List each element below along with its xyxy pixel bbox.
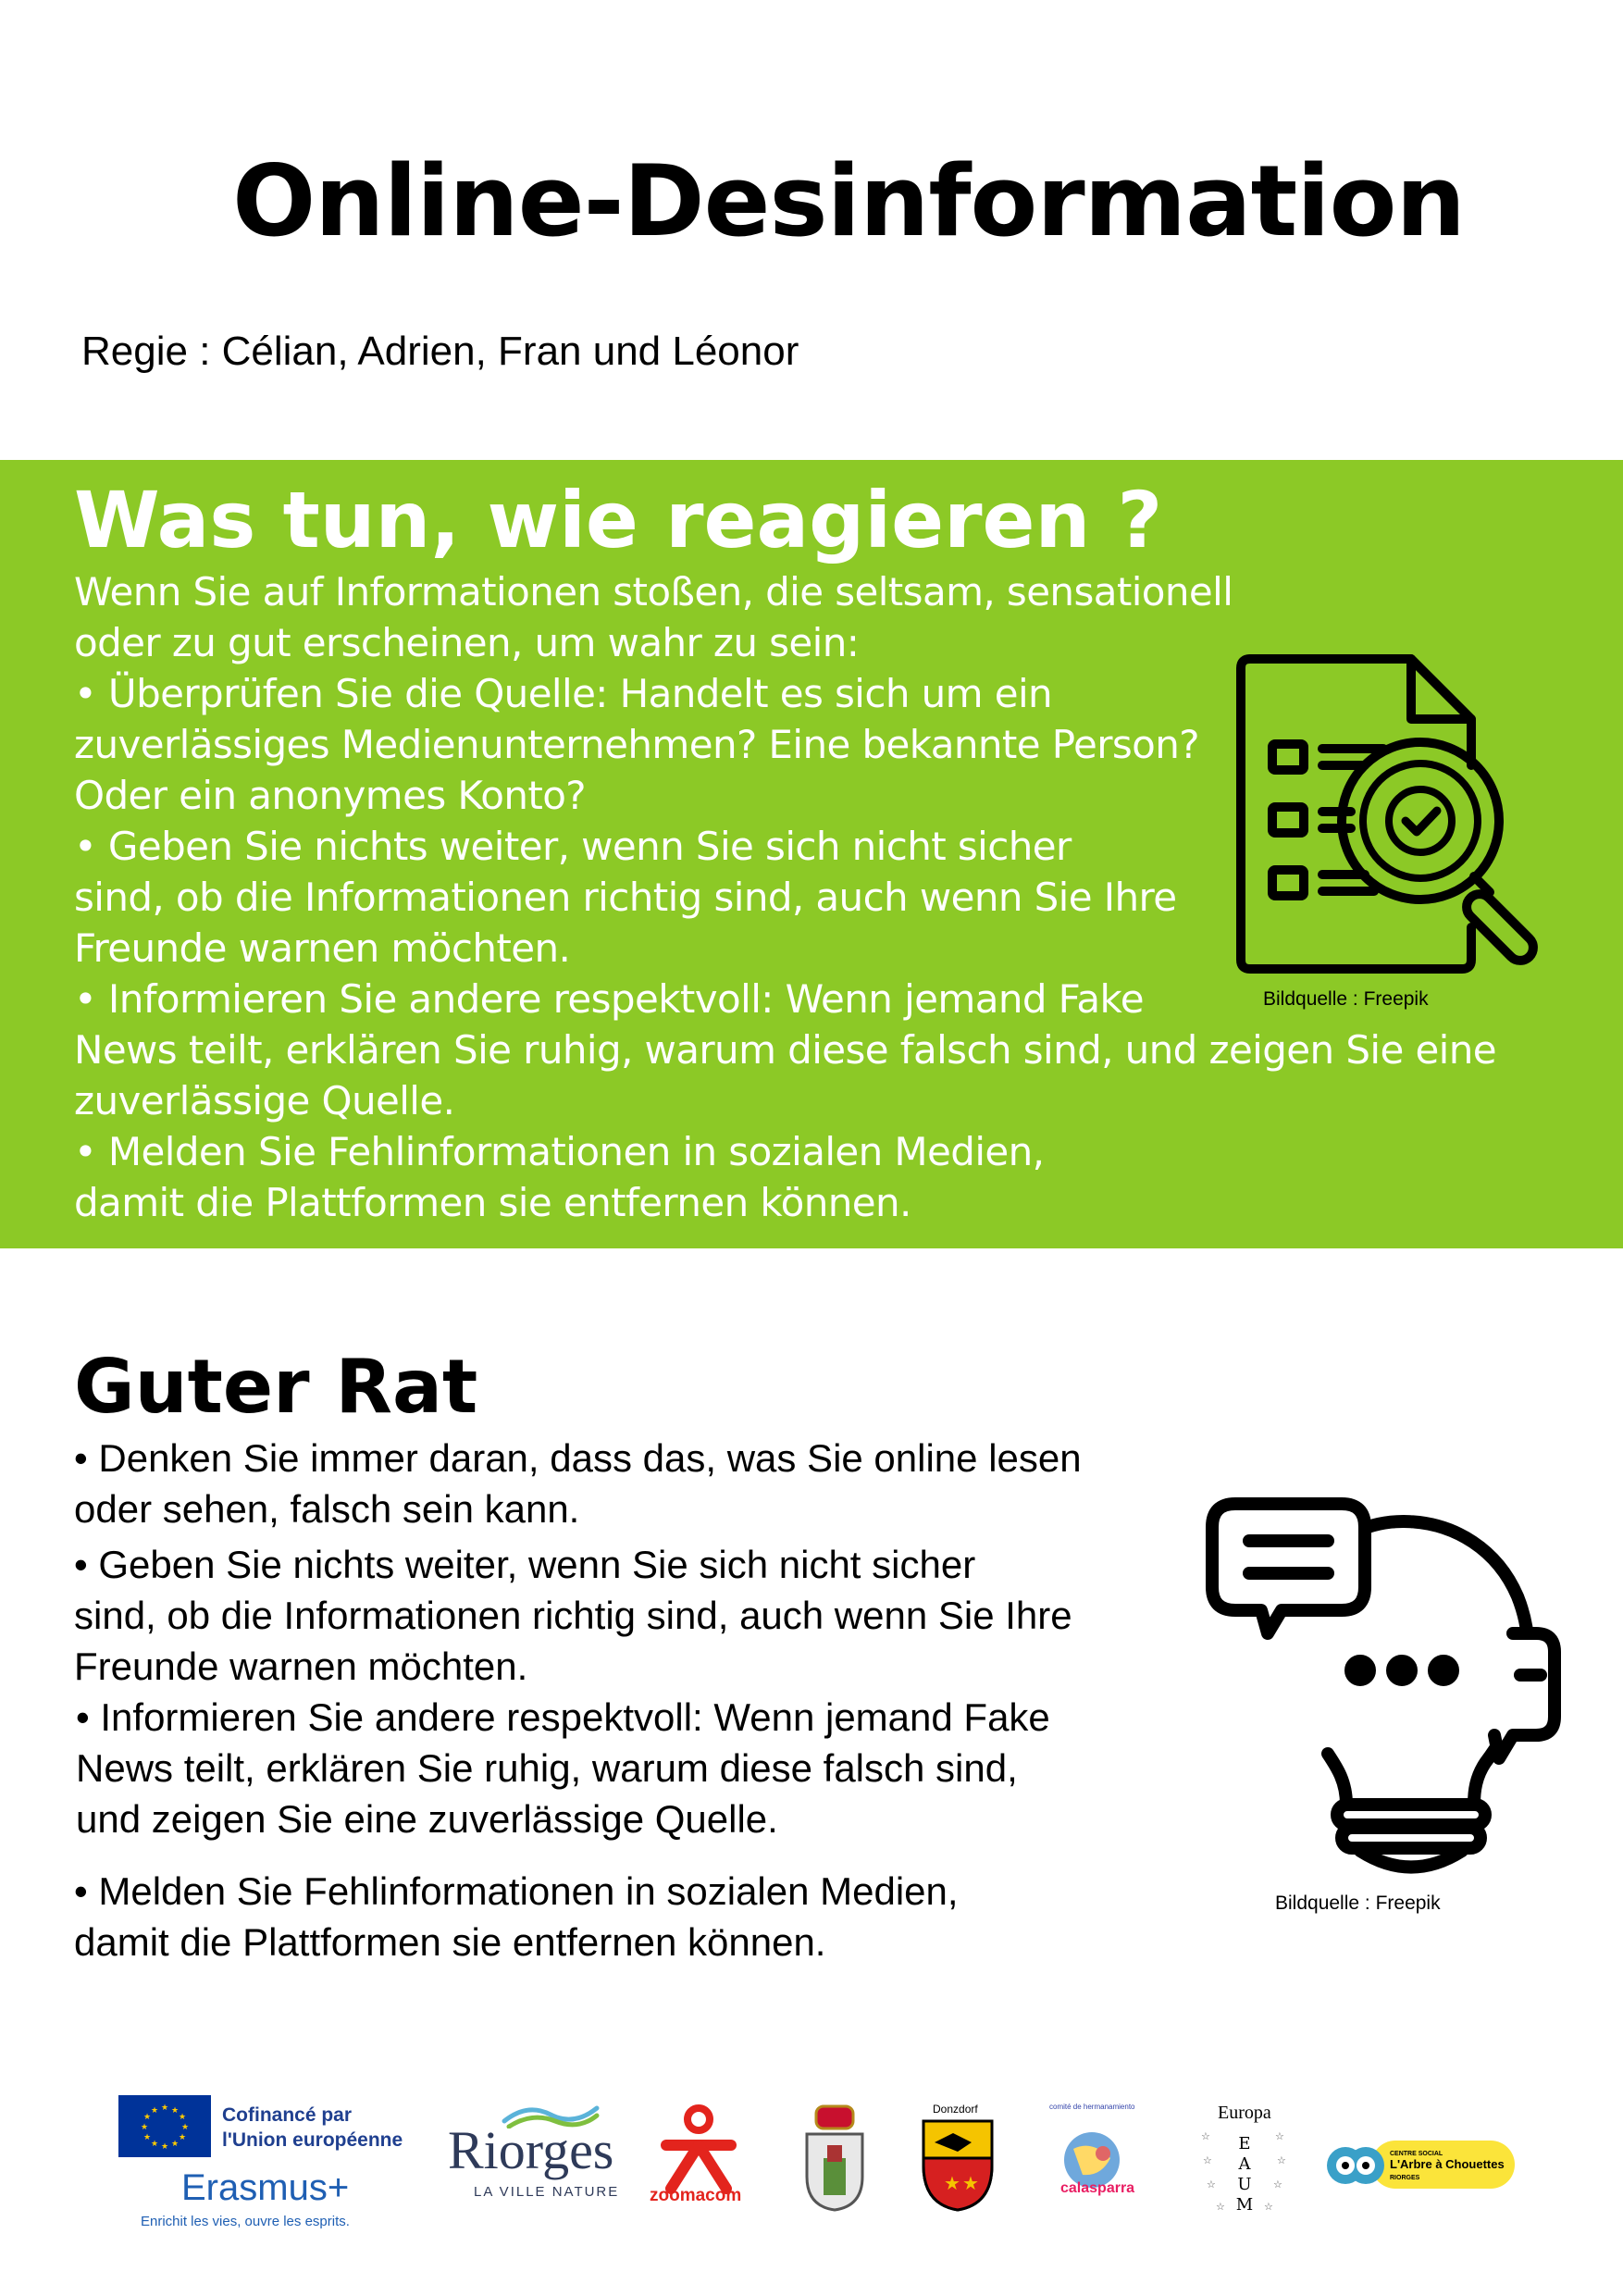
svg-text:★: ★ xyxy=(178,2113,187,2122)
advice-line: • Geben Sie nichts weiter, wenn Sie sich nicht sicher xyxy=(74,1543,976,1586)
europa-letter: M xyxy=(1235,2195,1254,2215)
advice-line: und zeigen Sie eine zuverlässige Quelle. xyxy=(76,1797,778,1841)
eu-cofunding-label xyxy=(222,2103,403,2153)
image-credit: Bildquelle : Freepik xyxy=(1263,988,1429,1010)
body-line: • Informieren Sie andere respektvoll: Wenn jemand Fake xyxy=(74,976,1144,1022)
body-line: damit die Plattformen sie entfernen können. xyxy=(74,1180,911,1225)
svg-text:☆: ☆ xyxy=(1264,2201,1273,2213)
arbre-line: L'Arbre à Chouettes xyxy=(1390,2157,1505,2171)
riorges-logo: Riorges xyxy=(448,2120,614,2180)
page-title: Online-Desinformation xyxy=(232,144,1465,258)
advice-line: • Denken Sie immer daran, dass das, was Sie online lesen xyxy=(74,1436,1082,1480)
svg-text:★: ★ xyxy=(170,2140,180,2149)
svg-text:★: ★ xyxy=(142,2113,152,2122)
body-line: zuverlässige Quelle. xyxy=(74,1078,455,1123)
image-credit: Bildquelle : Freepik xyxy=(1275,1893,1441,1914)
svg-text:★: ★ xyxy=(150,2140,159,2149)
erasmus-logo: Erasmus+ xyxy=(181,2167,350,2208)
calasparra-crest-icon xyxy=(801,2103,868,2214)
eu-line: Cofinancé par xyxy=(222,2104,353,2126)
comite-label: comité de hermanamiento xyxy=(1049,2103,1135,2111)
partner-logos xyxy=(0,2082,1623,2296)
director-credits: Regie : Célian, Adrien, Fran und Léonor xyxy=(81,329,799,374)
arbre-line: RIORGES xyxy=(1390,2175,1420,2181)
svg-text:★: ★ xyxy=(160,2104,169,2113)
advice-line: oder sehen, falsch sein kann. xyxy=(74,1487,580,1531)
checklist-magnifier-icon xyxy=(1226,650,1559,983)
europa-letter: A xyxy=(1238,2154,1251,2174)
svg-text:★: ★ xyxy=(140,2123,149,2132)
calasparra-label: calasparra xyxy=(1060,2180,1135,2196)
svg-text:☆: ☆ xyxy=(1201,2130,1210,2142)
body-line: sind, ob die Informationen richtig sind, auch wenn Sie Ihre xyxy=(74,875,1177,920)
eu-flag-icon xyxy=(118,2095,211,2157)
comite-globe-icon xyxy=(1046,2103,1147,2214)
advice-item xyxy=(74,1433,1082,1534)
advice-item xyxy=(76,1692,1050,1844)
zoomacom-logo: zoomacom xyxy=(650,2186,742,2205)
body-line: • Melden Sie Fehlinformationen in sozialen Medien, xyxy=(74,1129,1045,1174)
svg-text:★: ★ xyxy=(170,2106,180,2116)
body-line: oder zu gut erscheinen, um wahr zu sein: xyxy=(74,620,860,665)
advice-line: • Melden Sie Fehlinformationen in sozialen Medien, xyxy=(74,1869,959,1913)
what-to-do-heading: Was tun, wie reagieren ? xyxy=(74,475,1163,565)
arbre-line: CENTRE SOCIAL xyxy=(1390,2151,1443,2157)
donzdorf-crest-icon xyxy=(916,2101,999,2212)
body-line: News teilt, erklären Sie ruhig, warum diese falsch sind, und zeigen Sie eine xyxy=(74,1027,1497,1073)
erasmus-tagline: Enrichit les vies, ouvre les esprits. xyxy=(141,2214,350,2229)
svg-text:★: ★ xyxy=(962,2172,979,2194)
svg-text:☆: ☆ xyxy=(1216,2201,1225,2213)
body-line: Oder ein anonymes Konto? xyxy=(74,773,586,818)
lightbulb-chat-icon xyxy=(1180,1485,1578,1883)
svg-text:☆: ☆ xyxy=(1203,2154,1212,2166)
advice-item xyxy=(74,1539,1072,1692)
advice-item xyxy=(74,1866,959,1967)
advice-line: damit die Plattformen sie entfernen können. xyxy=(74,1920,826,1964)
svg-text:★: ★ xyxy=(160,2142,169,2152)
advice-heading: Guter Rat xyxy=(74,1344,478,1430)
body-line: Freunde warnen möchten. xyxy=(74,925,571,971)
europa-stars-icon xyxy=(1194,2101,1295,2221)
svg-text:☆: ☆ xyxy=(1277,2154,1286,2166)
body-line: • Geben Sie nichts weiter, wenn Sie sich nicht sicher xyxy=(74,824,1072,869)
svg-text:★: ★ xyxy=(180,2123,190,2132)
advice-line: News teilt, erklären Sie ruhig, warum diese falsch sind, xyxy=(76,1746,1018,1790)
riorges-tagline: LA VILLE NATURE xyxy=(474,2184,620,2200)
eu-line: l'Union européenne xyxy=(222,2129,403,2151)
advice-line: Freunde warnen möchten. xyxy=(74,1644,528,1688)
svg-text:☆: ☆ xyxy=(1207,2178,1216,2191)
svg-text:★: ★ xyxy=(944,2172,960,2194)
body-line: zuverlässiges Medienunternehmen? Eine bekannte Person? xyxy=(74,722,1199,767)
body-line: • Überprüfen Sie die Quelle: Handelt es sich um ein xyxy=(74,671,1053,716)
advice-line: sind, ob die Informationen richtig sind, auch wenn Sie Ihre xyxy=(74,1594,1072,1637)
donzdorf-label: Donzdorf xyxy=(933,2103,978,2116)
svg-text:★: ★ xyxy=(150,2106,159,2116)
svg-text:☆: ☆ xyxy=(1273,2178,1282,2191)
europa-letter: E xyxy=(1238,2134,1251,2153)
svg-text:★: ★ xyxy=(142,2133,152,2142)
svg-text:☆: ☆ xyxy=(1275,2130,1284,2142)
body-line: Wenn Sie auf Informationen stoßen, die seltsam, sensationell xyxy=(74,569,1233,614)
europa-label: Europa xyxy=(1218,2103,1271,2123)
arbre-a-chouettes-logo xyxy=(1325,2133,1519,2198)
svg-text:★: ★ xyxy=(178,2133,187,2142)
advice-line: • Informieren Sie andere respektvoll: Wenn jemand Fake xyxy=(76,1695,1050,1739)
europa-letter: U xyxy=(1237,2175,1252,2194)
